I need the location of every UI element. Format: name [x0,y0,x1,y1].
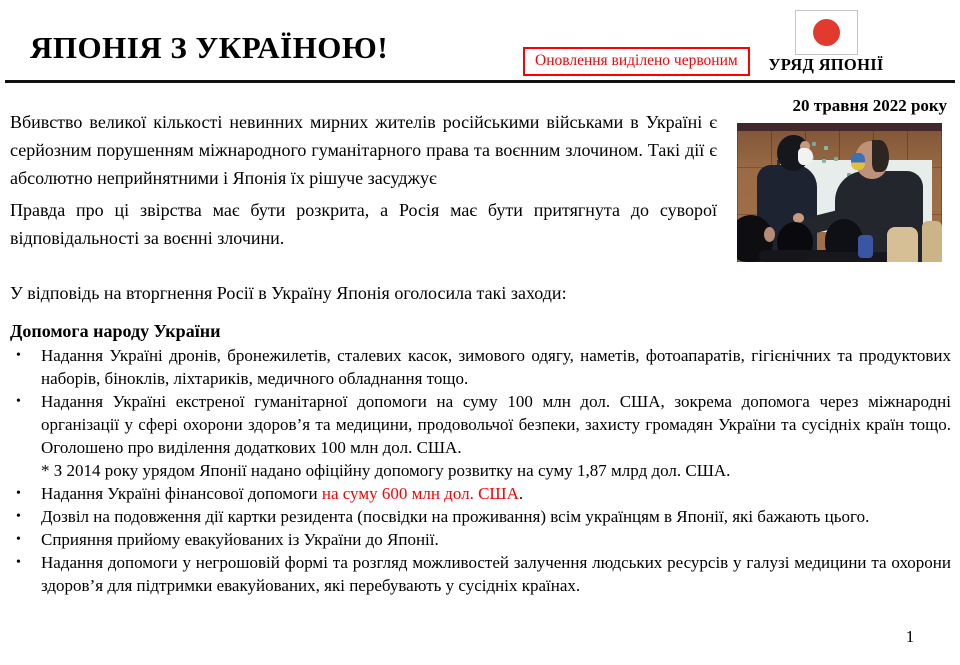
bullet-icon: • [16,348,21,363]
page-number: 1 [905,627,915,646]
date-label: 20 травня 2022 року [792,96,947,115]
japan-flag-icon [795,10,858,55]
bullet-icon: • [16,532,21,547]
intro-paragraph: Правда про ці звірства має бути розкрита, а Росія має бути притягнута до суворої відповідальності за воєнні злочини. [10,200,717,248]
blue-clothing-glimpse [858,235,873,258]
list-item-text: Надання Україні фінансової допомоги [41,484,322,503]
update-notice-text: Оновлення виділено червоним [535,52,738,69]
audience-shoulders [807,252,891,262]
official-left-white-mask [798,148,813,165]
list-item [10,528,951,551]
footnote-line: * З 2014 року урядом Японії надано офіційну допомогу розвитку на суму 1,87 млрд дол. США. [41,461,731,480]
list-item-text: Надання Україні екстреної гуманітарної допомоги на суму 100 млн дол. США, зокрема допомога через міжнародні організації у сфері охорони здоров’я та медицини, продовольчої безпеки, захисту громадян України та сусідніх країн тощо. Оголошено про виділення додаткових 100 млн дол. США. [41,392,951,457]
list-item [10,482,951,505]
list-item [10,505,951,528]
government-label: УРЯД ЯПОНІЇ [768,55,884,74]
bullet-icon: • [16,486,21,501]
photo-dark-top-band [737,123,942,131]
bullet-icon: • [16,509,21,524]
list-item-text: Сприяння прийому евакуйованих із України до Японії. [41,530,439,549]
highlighted-update-text: на суму 600 млн дол. США [321,484,519,503]
list-item-text: Надання допомоги у негрошовій формі та розгляд можливостей залучення людських ресурсів у галузі медицини та охорони здоров’я для підтримки евакуйованих, які перебувають у сусідніх країнах. [41,553,951,595]
list-item-text: . [518,484,524,503]
intro-paragraph: Вбивство великої кількості невинних мирних жителів російськими військами в Україні є серйозним порушенням міжнародного гуманітарного права та воєнним злочином. Такі дії є абсолютно неприйнятними і Японія їх рішуче засуджує [10,112,717,188]
list-item-text: Надання Україні дронів, бронежилетів, сталевих касок, зимового одягу, наметів, фотоапаратів, гігієнічних та продуктових наборів, біноклів, ліхтариків, медичного обладнання тощо. [41,346,951,388]
bullet-list [10,344,951,597]
list-item-text: Дозвіл на подовження дії картки резидента (посвідки на проживання) всім українцям в Японії, які бажають цього. [41,507,870,526]
chair [922,221,942,262]
bullet-icon: • [16,394,21,409]
chair [887,227,918,262]
officials-greeting-photo [737,123,942,262]
official-right-hair [872,140,889,172]
header-divider [5,80,955,83]
section-heading: Допомога народу України [10,321,221,341]
list-item [10,551,951,597]
audience-face [764,227,775,242]
update-notice-box [523,47,750,76]
official-right-ukraine-mask [851,153,865,170]
list-item [10,390,951,482]
japan-flag-dot [813,19,840,46]
list-item [10,344,951,390]
bullet-icon: • [16,555,21,570]
page-title: ЯПОНІЯ З УКРАЇНОЮ! [30,30,389,65]
response-intro-line: У відповідь на вторгнення Росії в Україну Японія оголосила такі заходи: [10,283,567,303]
